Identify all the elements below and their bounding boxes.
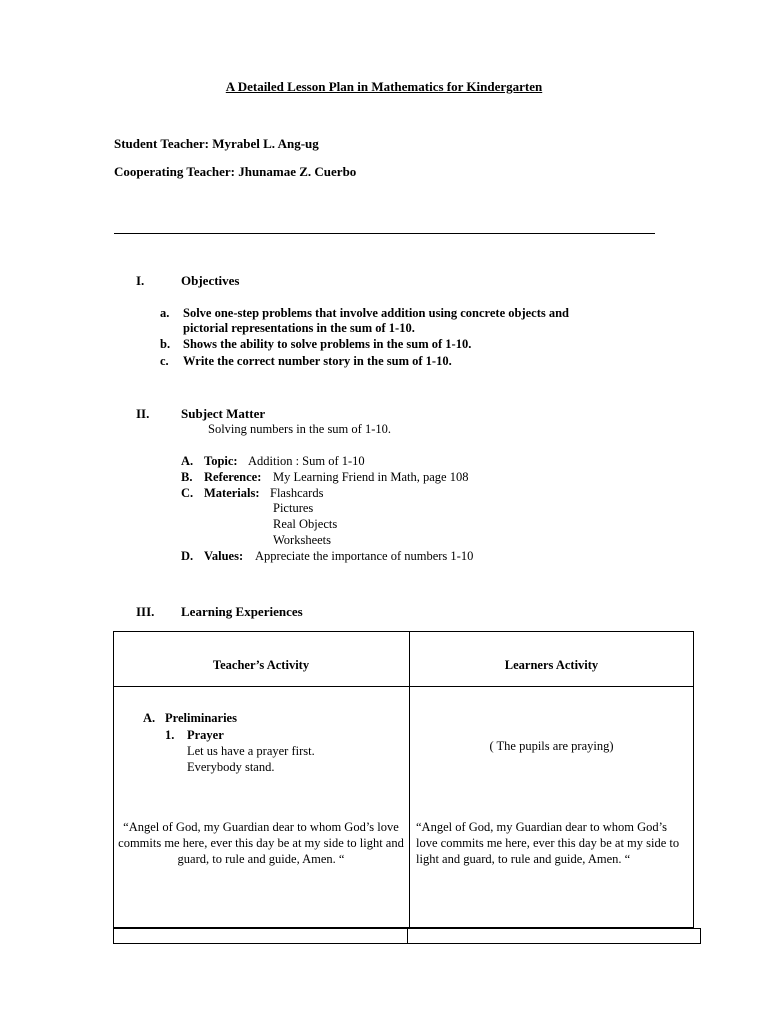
- reference-value: My Learning Friend in Math, page 108: [273, 470, 469, 484]
- objective-a-line1: Solve one-step problems that involve addition using concrete objects and: [183, 306, 570, 320]
- material-item: Worksheets: [273, 533, 332, 547]
- objective-marker-c: c.: [160, 354, 169, 368]
- topic-value: Addition : Sum of 1-10: [248, 454, 365, 468]
- section-heading-learning-experiences: Learning Experiences: [181, 604, 303, 619]
- reference-marker: B.: [181, 470, 193, 484]
- cooperating-teacher: Cooperating Teacher: Jhunamae Z. Cuerbo: [114, 164, 357, 179]
- teacher-prayer-text: “Angel of God, my Guardian dear to whom God’s love commits me here, ever this day be at my side to light and guard, to rule and guide, Amen. “: [118, 820, 404, 866]
- learners-activity-header: Learners Activity: [504, 658, 599, 672]
- document-title: A Detailed Lesson Plan in Mathematics for Kindergarten: [225, 79, 543, 94]
- objective-marker-b: b.: [160, 337, 171, 351]
- topic-label: Topic:: [204, 454, 238, 468]
- teacher-activity-header: Teacher’s Activity: [212, 658, 310, 672]
- values-value: Appreciate the importance of numbers 1-10: [255, 549, 474, 563]
- section-numeral-objectives: I.: [136, 273, 145, 288]
- next-row-column-divider: [407, 928, 408, 944]
- section-heading-subject-matter: Subject Matter: [181, 406, 266, 421]
- objective-marker-a: a.: [160, 306, 170, 320]
- divider-line: [114, 233, 655, 234]
- table-border: [113, 631, 694, 928]
- learner-response: ( The pupils are praying): [489, 739, 614, 753]
- material-item: Flashcards: [270, 486, 324, 500]
- section-numeral-learning-experiences: III.: [136, 604, 155, 619]
- materials-label: Materials:: [204, 486, 260, 500]
- material-item: Real Objects: [273, 517, 338, 531]
- prayer-marker: 1.: [165, 728, 175, 742]
- table-header-divider: [113, 686, 694, 687]
- section-numeral-subject-matter: II.: [136, 406, 150, 421]
- objective-a-line2: pictorial representations in the sum of 1-10.: [183, 321, 415, 335]
- objective-c: Write the correct number story in the sum of 1-10.: [183, 354, 452, 368]
- materials-marker: C.: [181, 486, 194, 500]
- objective-b: Shows the ability to solve problems in the sum of 1-10.: [183, 337, 472, 351]
- preliminaries-label: Preliminaries: [165, 711, 237, 725]
- table-column-divider: [409, 631, 410, 928]
- subject-matter-description: Solving numbers in the sum of 1-10.: [208, 422, 391, 436]
- student-teacher: Student Teacher: Myrabel L. Ang-ug: [114, 136, 319, 151]
- values-label: Values:: [204, 549, 244, 563]
- teacher-instruction-1: Let us have a prayer first.: [187, 744, 315, 758]
- topic-marker: A.: [181, 454, 194, 468]
- preliminaries-marker: A.: [143, 711, 156, 725]
- material-item: Pictures: [273, 501, 314, 515]
- values-marker: D.: [181, 549, 194, 563]
- reference-label: Reference:: [204, 470, 262, 484]
- teacher-instruction-2: Everybody stand.: [187, 760, 275, 774]
- learner-prayer-text: “Angel of God, my Guardian dear to whom God’s love commits me here, ever this day be at my side to light and guard, to rule and guide, Amen. “: [416, 820, 680, 866]
- section-heading-objectives: Objectives: [181, 273, 240, 288]
- prayer-label: Prayer: [187, 728, 224, 742]
